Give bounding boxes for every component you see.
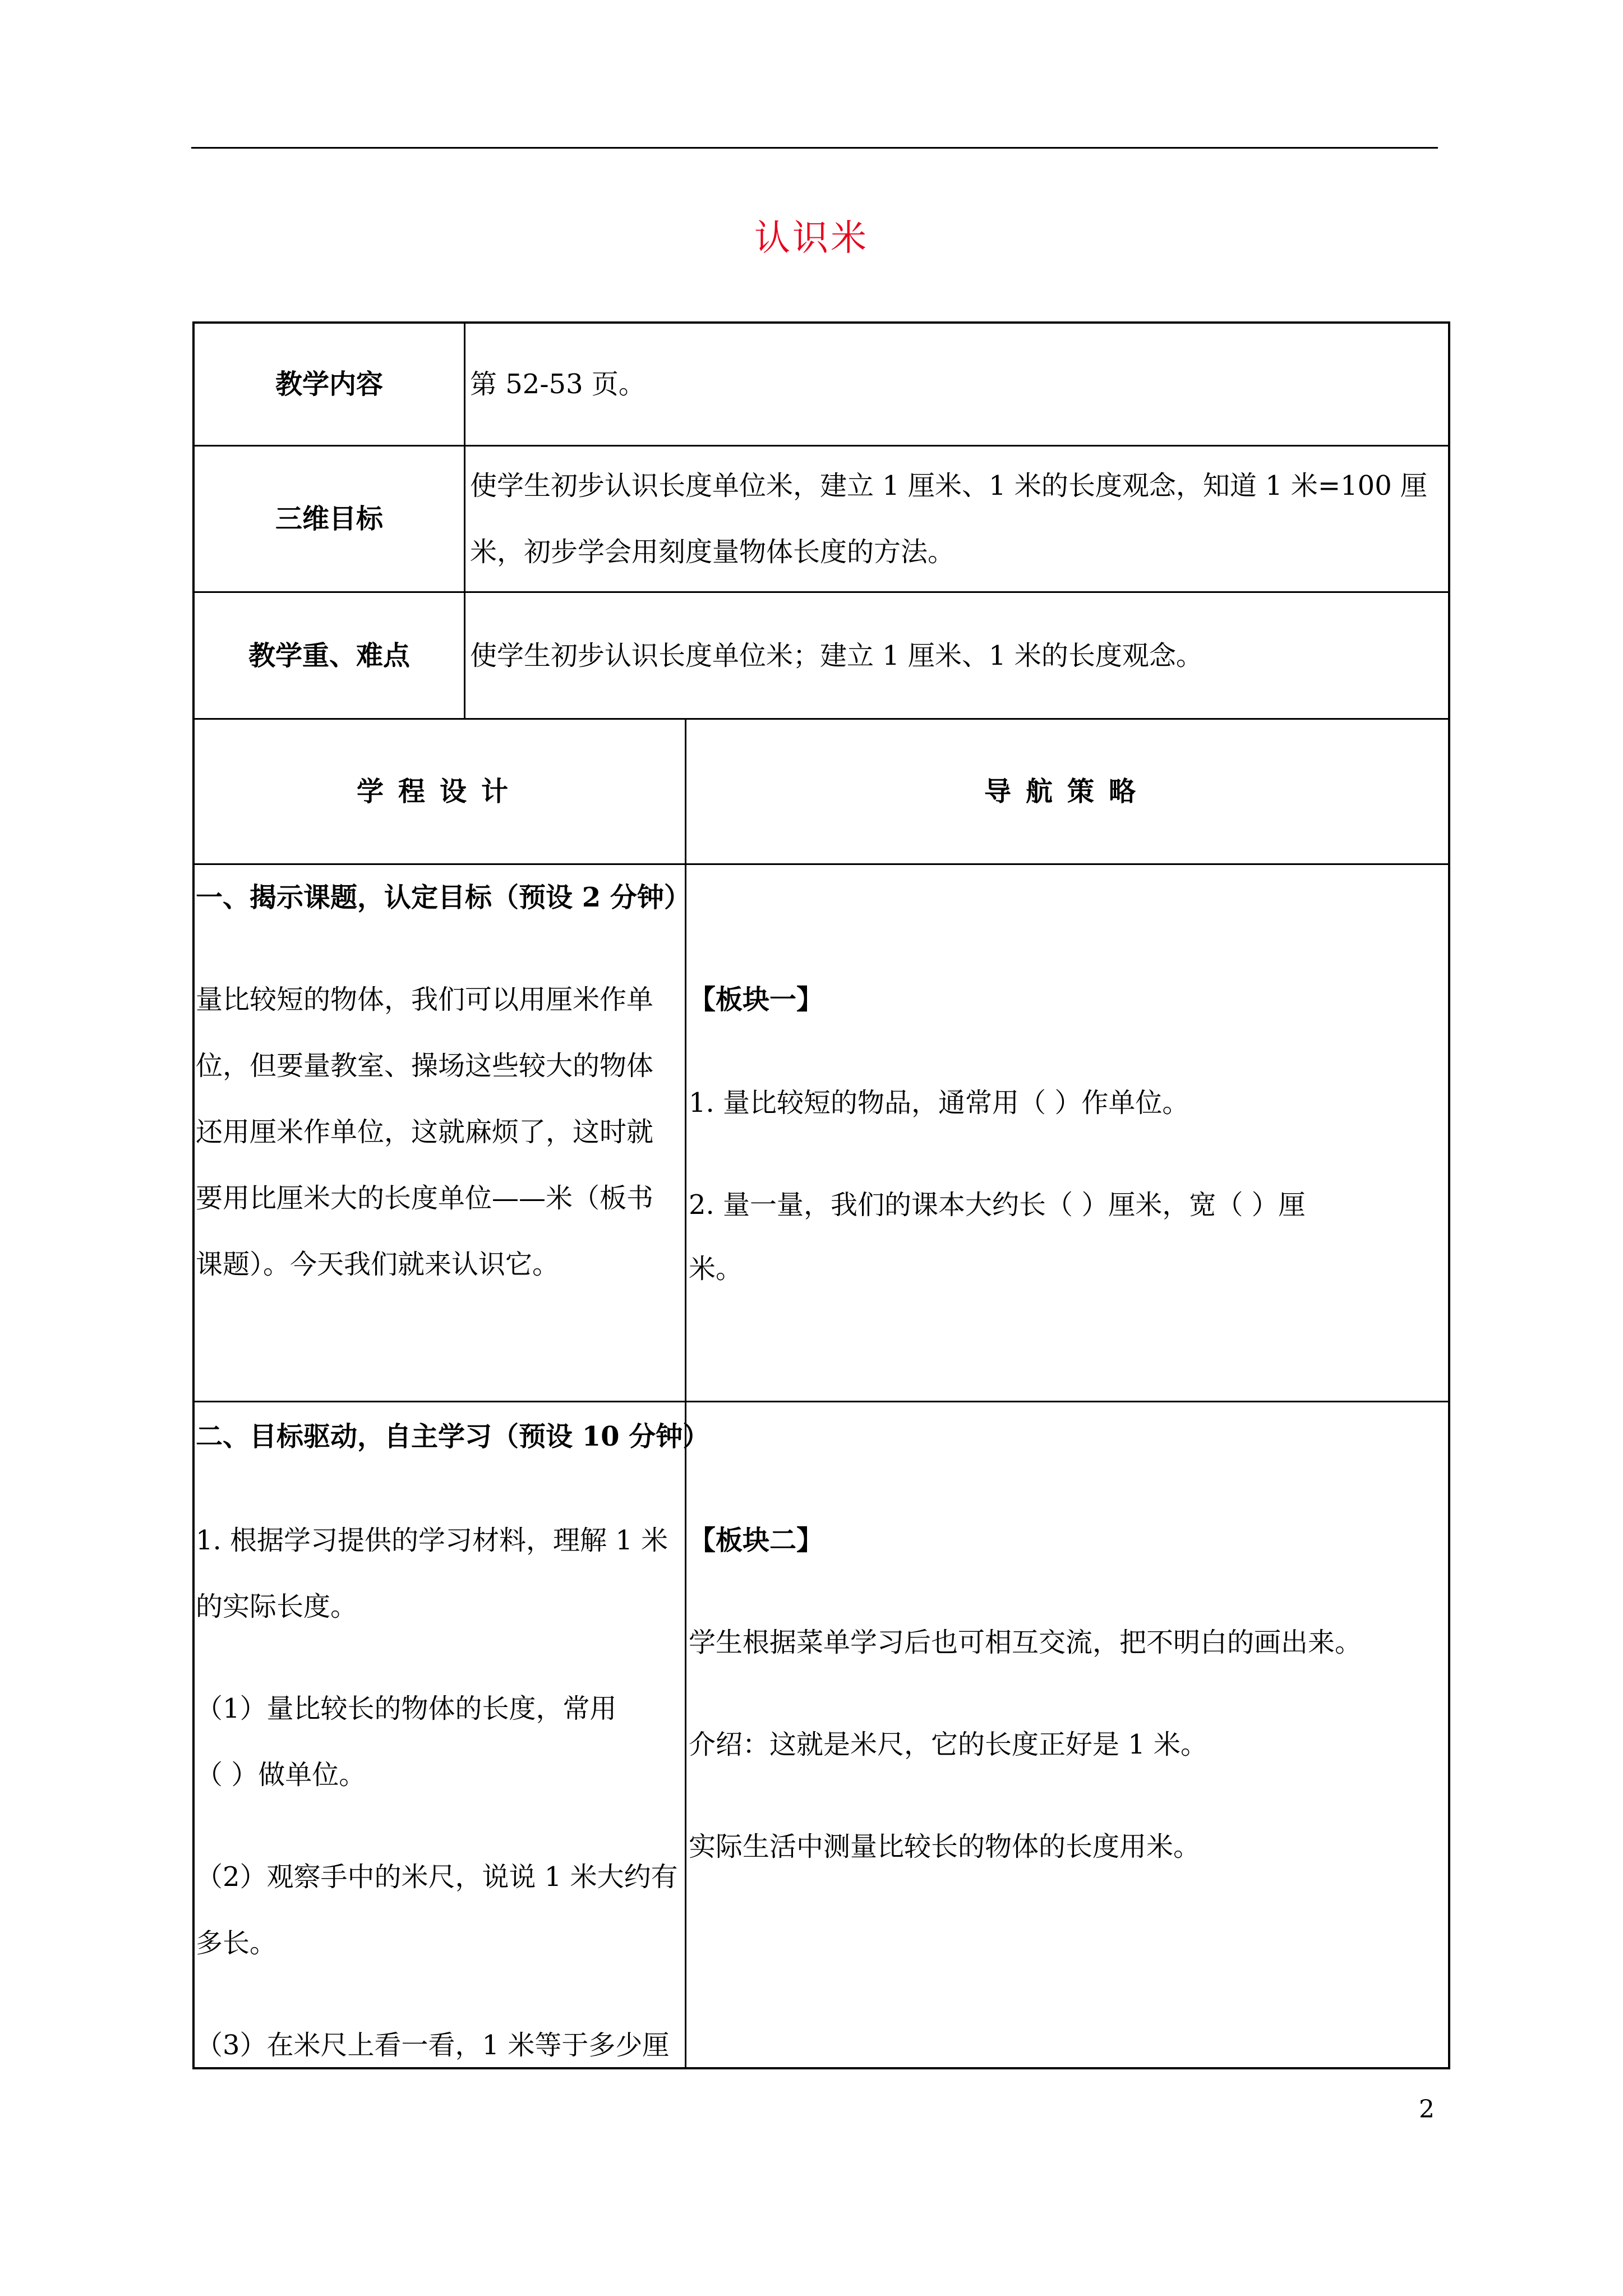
section2-body-line: 1. 根据学习提供的学习材料，理解 1 米: [196, 1525, 668, 1556]
column-header-learning-design: 学程设计: [356, 776, 523, 807]
info-value-content: 第 52-53 页。: [470, 369, 645, 400]
section1-body-line: 量比较短的物体，我们可以用厘米作单: [196, 984, 654, 1015]
section2-nav-item: 实际生活中测量比较长的物体的长度用米。: [689, 1831, 1201, 1862]
info-label-objectives: 三维目标: [275, 503, 383, 535]
info-label-key-points: 教学重、难点: [248, 639, 410, 671]
table-row-divider: [192, 1401, 1450, 1402]
section2-body-line: （1）量比较长的物体的长度，常用: [196, 1693, 617, 1724]
table-border-bottom: [192, 2067, 1450, 2069]
section2-body-line: 的实际长度。: [196, 1591, 358, 1622]
section1-body-line: 课题）。今天我们就来认识它。: [196, 1249, 560, 1280]
table-border-right: [1448, 321, 1450, 2069]
info-value-key-points: 使学生初步认识长度单位米；建立 1 厘米、1 米的长度观念。: [470, 639, 1203, 671]
section1-body-line: 位，但要量教室、操场这些较大的物体: [196, 1050, 654, 1082]
section2-nav-item: 介绍：这就是米尺，它的长度正好是 1 米。: [689, 1729, 1208, 1760]
header-rule: [191, 147, 1438, 149]
section1-nav-block-label: 【板块一】: [689, 984, 824, 1015]
section2-body-line: （ ）做单位。: [196, 1759, 366, 1791]
section2-heading: 二、目标驱动，自主学习（预设 10 分钟）: [196, 1421, 710, 1452]
section2-body-line: （2）观察手中的米尺，说说 1 米大约有: [196, 1861, 678, 1893]
column-header-guidance-strategy: 导航策略: [984, 776, 1150, 807]
info-value-objectives: 使学生初步认识长度单位米，建立 1 厘米、1 米的长度观念，知道 1 米=100 厘米，初步学会用刻度量物体长度的方法。: [470, 470, 1428, 568]
section1-nav-item: 2. 量一量，我们的课本大约长（ ）厘米，宽（ ）厘: [689, 1189, 1306, 1221]
section2-nav-block-label: 【板块二】: [689, 1525, 824, 1556]
document-title: 认识米: [754, 218, 869, 259]
table-row-divider: [192, 863, 1450, 865]
table-divider-main-column: [685, 719, 686, 2068]
section2-nav-item: 学生根据菜单学习后也可相互交流，把不明白的画出来。: [689, 1627, 1362, 1658]
page-number: 2: [1419, 2095, 1435, 2124]
section2-body-line: （3）在米尺上看一看，1 米等于多少厘: [196, 2030, 670, 2061]
section1-body-line: 要用比厘米大的长度单位——米（板书: [196, 1182, 654, 1214]
section1-body-line: 还用厘米作单位，这就麻烦了，这时就: [196, 1116, 654, 1148]
section2-body-line: 多长。: [196, 1927, 277, 1959]
section1-nav-item: 1. 量比较短的物品，通常用（ ）作单位。: [689, 1087, 1189, 1119]
info-label-content: 教学内容: [275, 369, 383, 400]
section1-nav-item: 米。: [689, 1253, 743, 1285]
section1-heading: 一、揭示课题，认定目标（预设 2 分钟）: [196, 882, 691, 913]
